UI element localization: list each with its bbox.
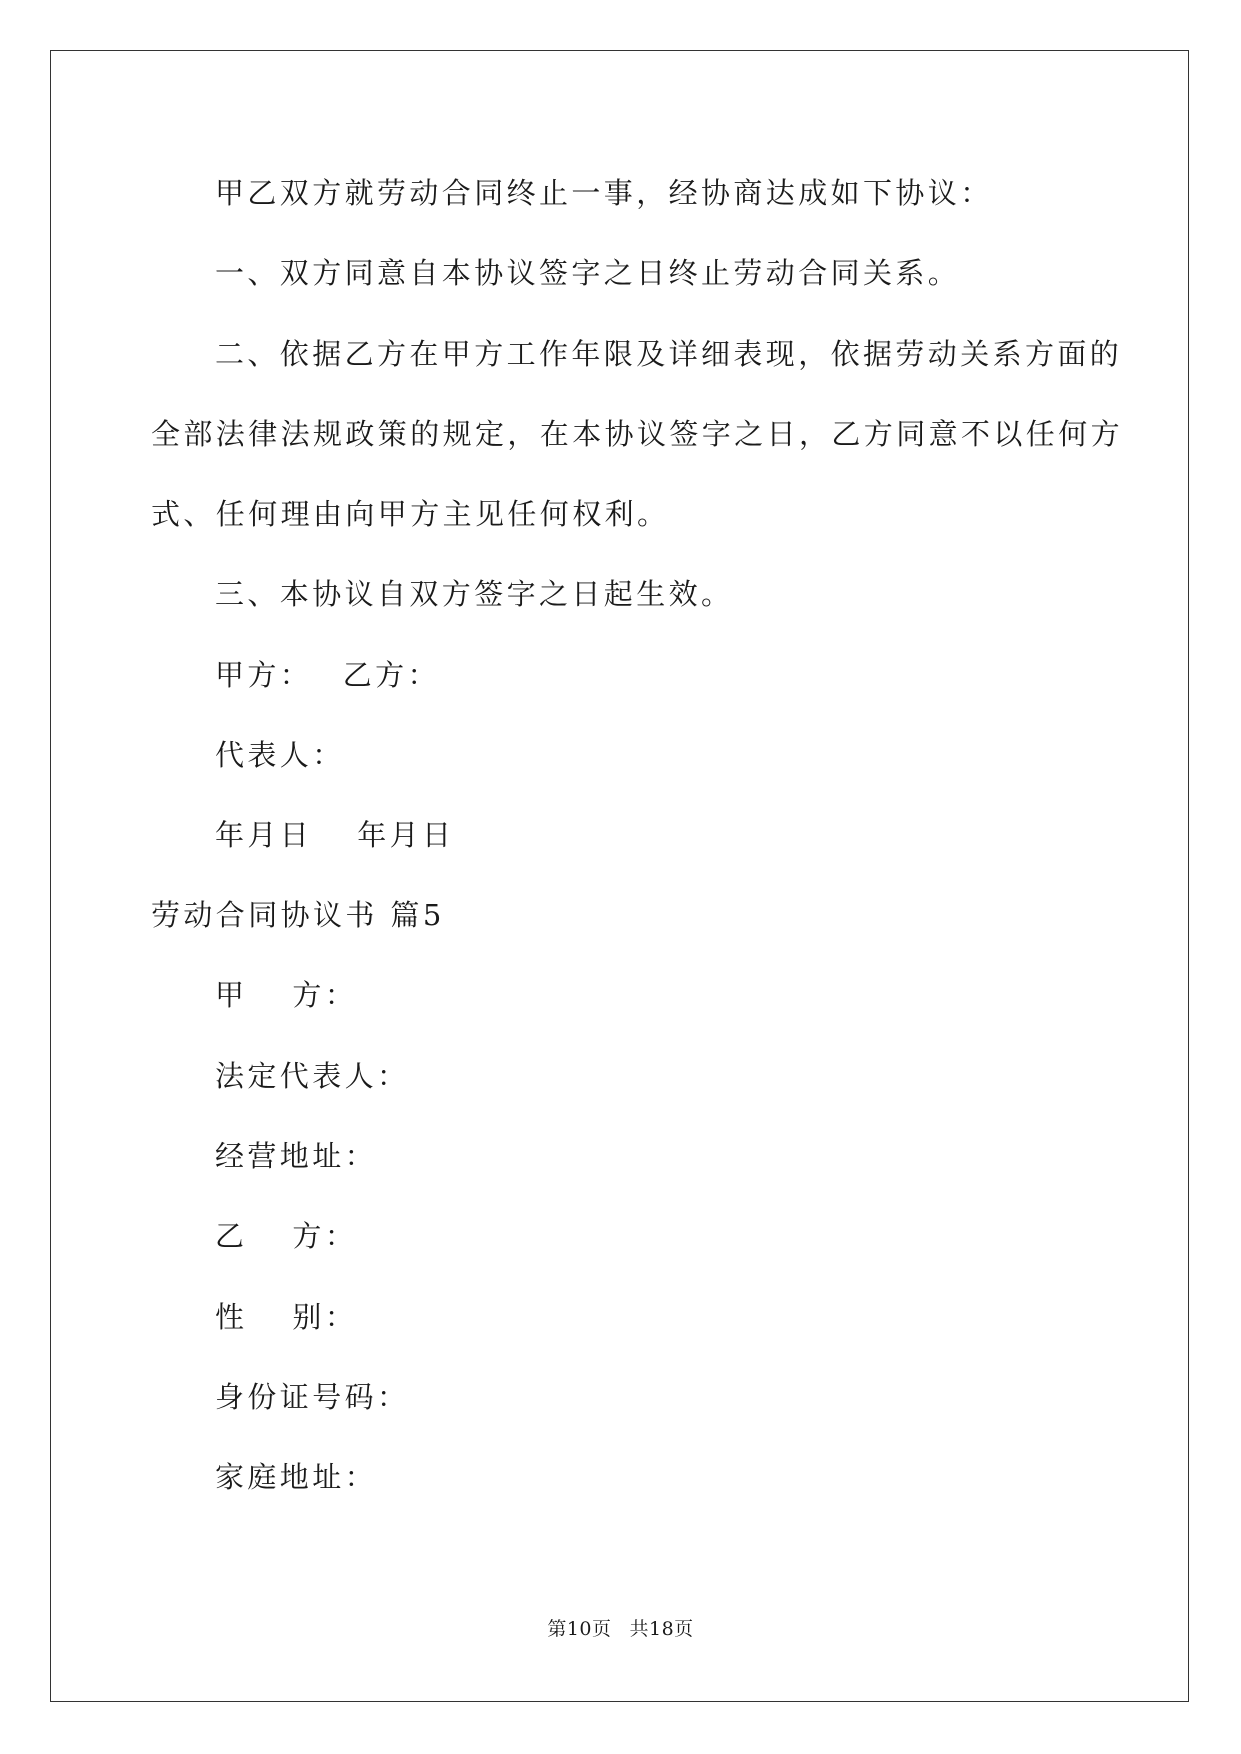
clause-two-line-3: 式、任何理由向甲方主见任何权利。 xyxy=(151,497,670,531)
clause-one: 一、双方同意自本协议签字之日终止劳动合同关系。 xyxy=(215,256,961,290)
page-footer xyxy=(0,1617,1241,1641)
field-legal-representative: 法定代表人： xyxy=(215,1059,410,1093)
field-home-address: 家庭地址： xyxy=(215,1460,378,1494)
field-gender: 性 别： xyxy=(215,1300,358,1334)
clause-three: 三、本协议自双方签字之日起生效。 xyxy=(215,577,734,611)
page-total: 共18页 xyxy=(629,1618,694,1640)
signature-representative: 代表人： xyxy=(215,738,345,772)
clause-two-line-2: 全部法律法规政策的规定，在本协议签字之日，乙方同意不以任何方 xyxy=(151,417,1124,451)
field-business-address: 经营地址： xyxy=(215,1139,378,1173)
page-number: 第10页 xyxy=(547,1618,612,1640)
page-border xyxy=(50,50,1189,1702)
signature-parties: 甲方： 乙方： xyxy=(215,658,440,692)
field-id-number: 身份证号码： xyxy=(215,1380,410,1414)
clause-two-line-1: 二、依据乙方在甲方工作年限及详细表现，依据劳动关系方面的 xyxy=(215,337,1123,371)
section-heading: 劳动合同协议书 篇5 xyxy=(151,898,445,932)
field-party-b: 乙 方： xyxy=(215,1219,358,1253)
field-party-a: 甲 方： xyxy=(215,978,358,1012)
signature-dates: 年月日 年月日 xyxy=(215,818,455,852)
paragraph-intro: 甲乙双方就劳动合同终止一事，经协商达成如下协议： xyxy=(215,176,993,210)
